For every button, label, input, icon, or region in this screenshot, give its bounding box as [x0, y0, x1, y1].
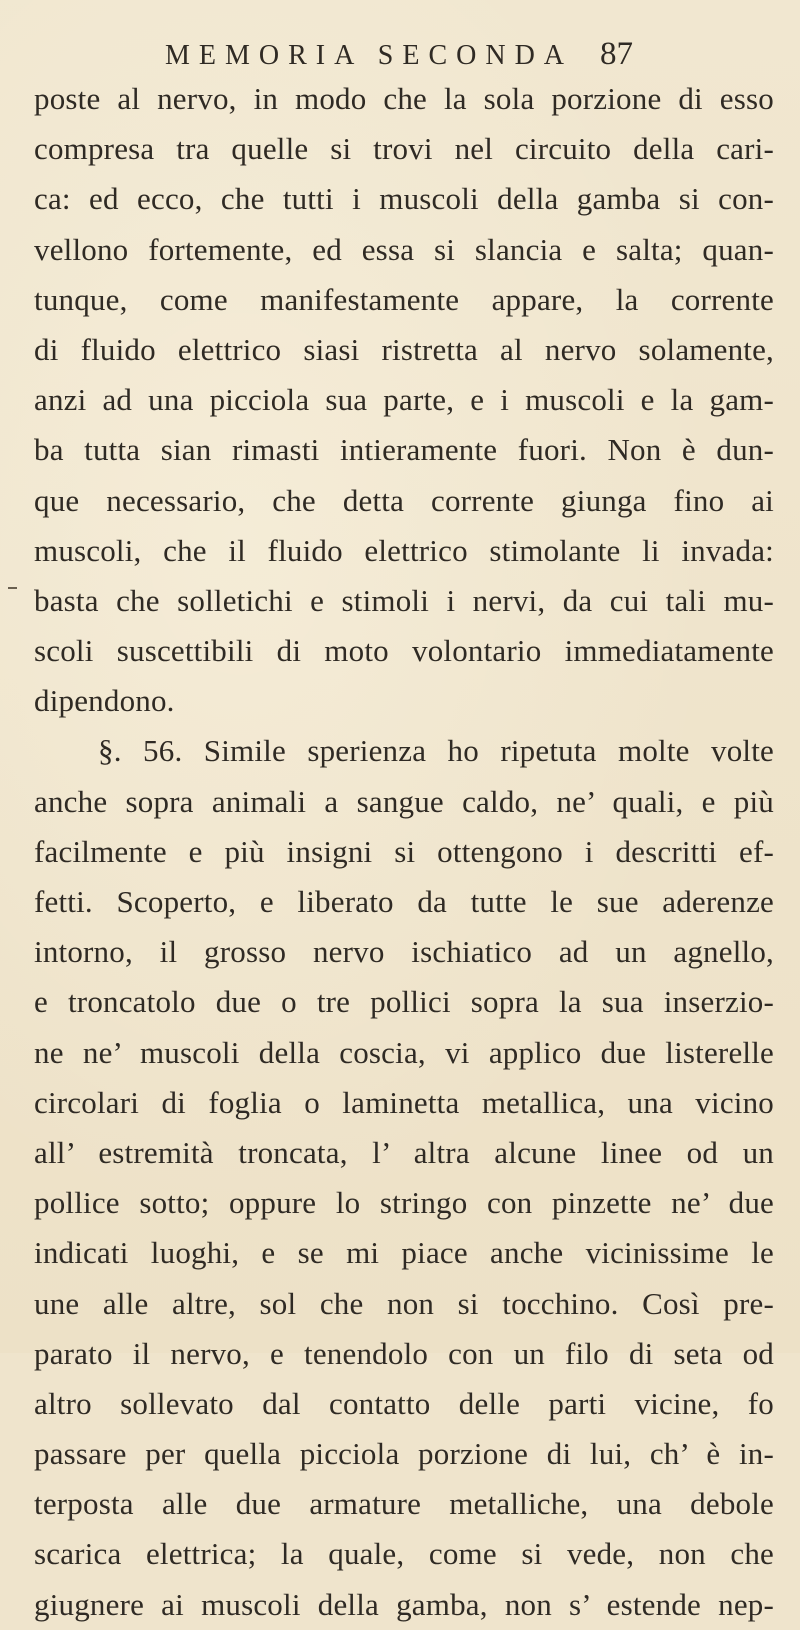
text-line: parato il nervo, e tenendolo con un filo di seta od [34, 1335, 774, 1371]
text-line: que necessario, che detta corrente giunga fino ai [34, 482, 774, 518]
running-head: MEMORIA SECONDA [165, 40, 574, 71]
text-line: ne ne’ muscoli della coscia, vi applico due listerelle [34, 1034, 774, 1070]
text-line: passare per quella picciola porzione di lui, ch’ è in- [34, 1436, 774, 1472]
text-line: scarica elettrica; la quale, come si vede, non che [34, 1536, 774, 1572]
paragraph-end-line: dipendono. [34, 683, 175, 719]
text-line: indicati luoghi, e se mi piace anche vicinissime le [34, 1235, 774, 1271]
text-line: basta che solletichi e stimoli i nervi, da cui tali mu- [34, 582, 774, 618]
text-line: compresa tra quelle si trovi nel circuito della cari- [34, 131, 774, 167]
text-line: scoli suscettibili di moto volontario immediatamente [34, 633, 774, 669]
text-line: facilmente e più insigni si ottengono i descritti ef- [34, 833, 774, 869]
text-line: ba tutta sian rimasti intieramente fuori. Non è dun- [34, 432, 774, 468]
text-line: e troncatolo due o tre pollici sopra la sua inserzio- [34, 984, 774, 1020]
text-line: altro sollevato dal contatto delle parti vicine, fo [34, 1385, 774, 1421]
text-line: anche sopra animali a sangue caldo, ne’ quali, e più [34, 783, 774, 819]
text-line: fetti. Scoperto, e liberato da tutte le sue aderenze [34, 884, 774, 919]
text-line: terposta alle due armature metalliche, una debole [34, 1486, 774, 1522]
text-line: poste al nervo, in modo che la sola porzione di esso [34, 81, 774, 116]
text-line: muscoli, che il fluido elettrico stimolante li invada: [34, 532, 774, 568]
text-line: une alle altre, sol che non si tocchino. Così pre- [34, 1285, 774, 1321]
text-line: vellono fortemente, ed essa si slancia e salta; quan- [34, 231, 774, 267]
text-line: di fluido elettrico siasi ristretta al nervo solamente, [34, 331, 774, 367]
section-start-line: §. 56. Simile sperienza ho ripetuta molte volte [98, 733, 774, 769]
text-line: pollice sotto; oppure lo stringo con pinzette ne’ due [34, 1185, 774, 1221]
text-line: all’ estremità troncata, l’ altra alcune linee od un [34, 1134, 774, 1170]
text-line: giugnere ai muscoli della gamba, non s’ estende nep- [34, 1586, 774, 1622]
text-line: circolari di foglia o laminetta metallica, una vicino [34, 1084, 774, 1120]
text-line: anzi ad una picciola sua parte, e i muscoli e la gam- [34, 382, 774, 418]
text-line: tunque, come manifestamente appare, la corrente [34, 281, 774, 317]
page-number: 87 [600, 36, 633, 72]
margin-mark [8, 587, 17, 589]
body-text [34, 74, 774, 1630]
text-line: intorno, il grosso nervo ischiatico ad un agnello, [34, 934, 774, 970]
text-line: ca: ed ecco, che tutti i muscoli della gamba si con- [34, 181, 774, 217]
